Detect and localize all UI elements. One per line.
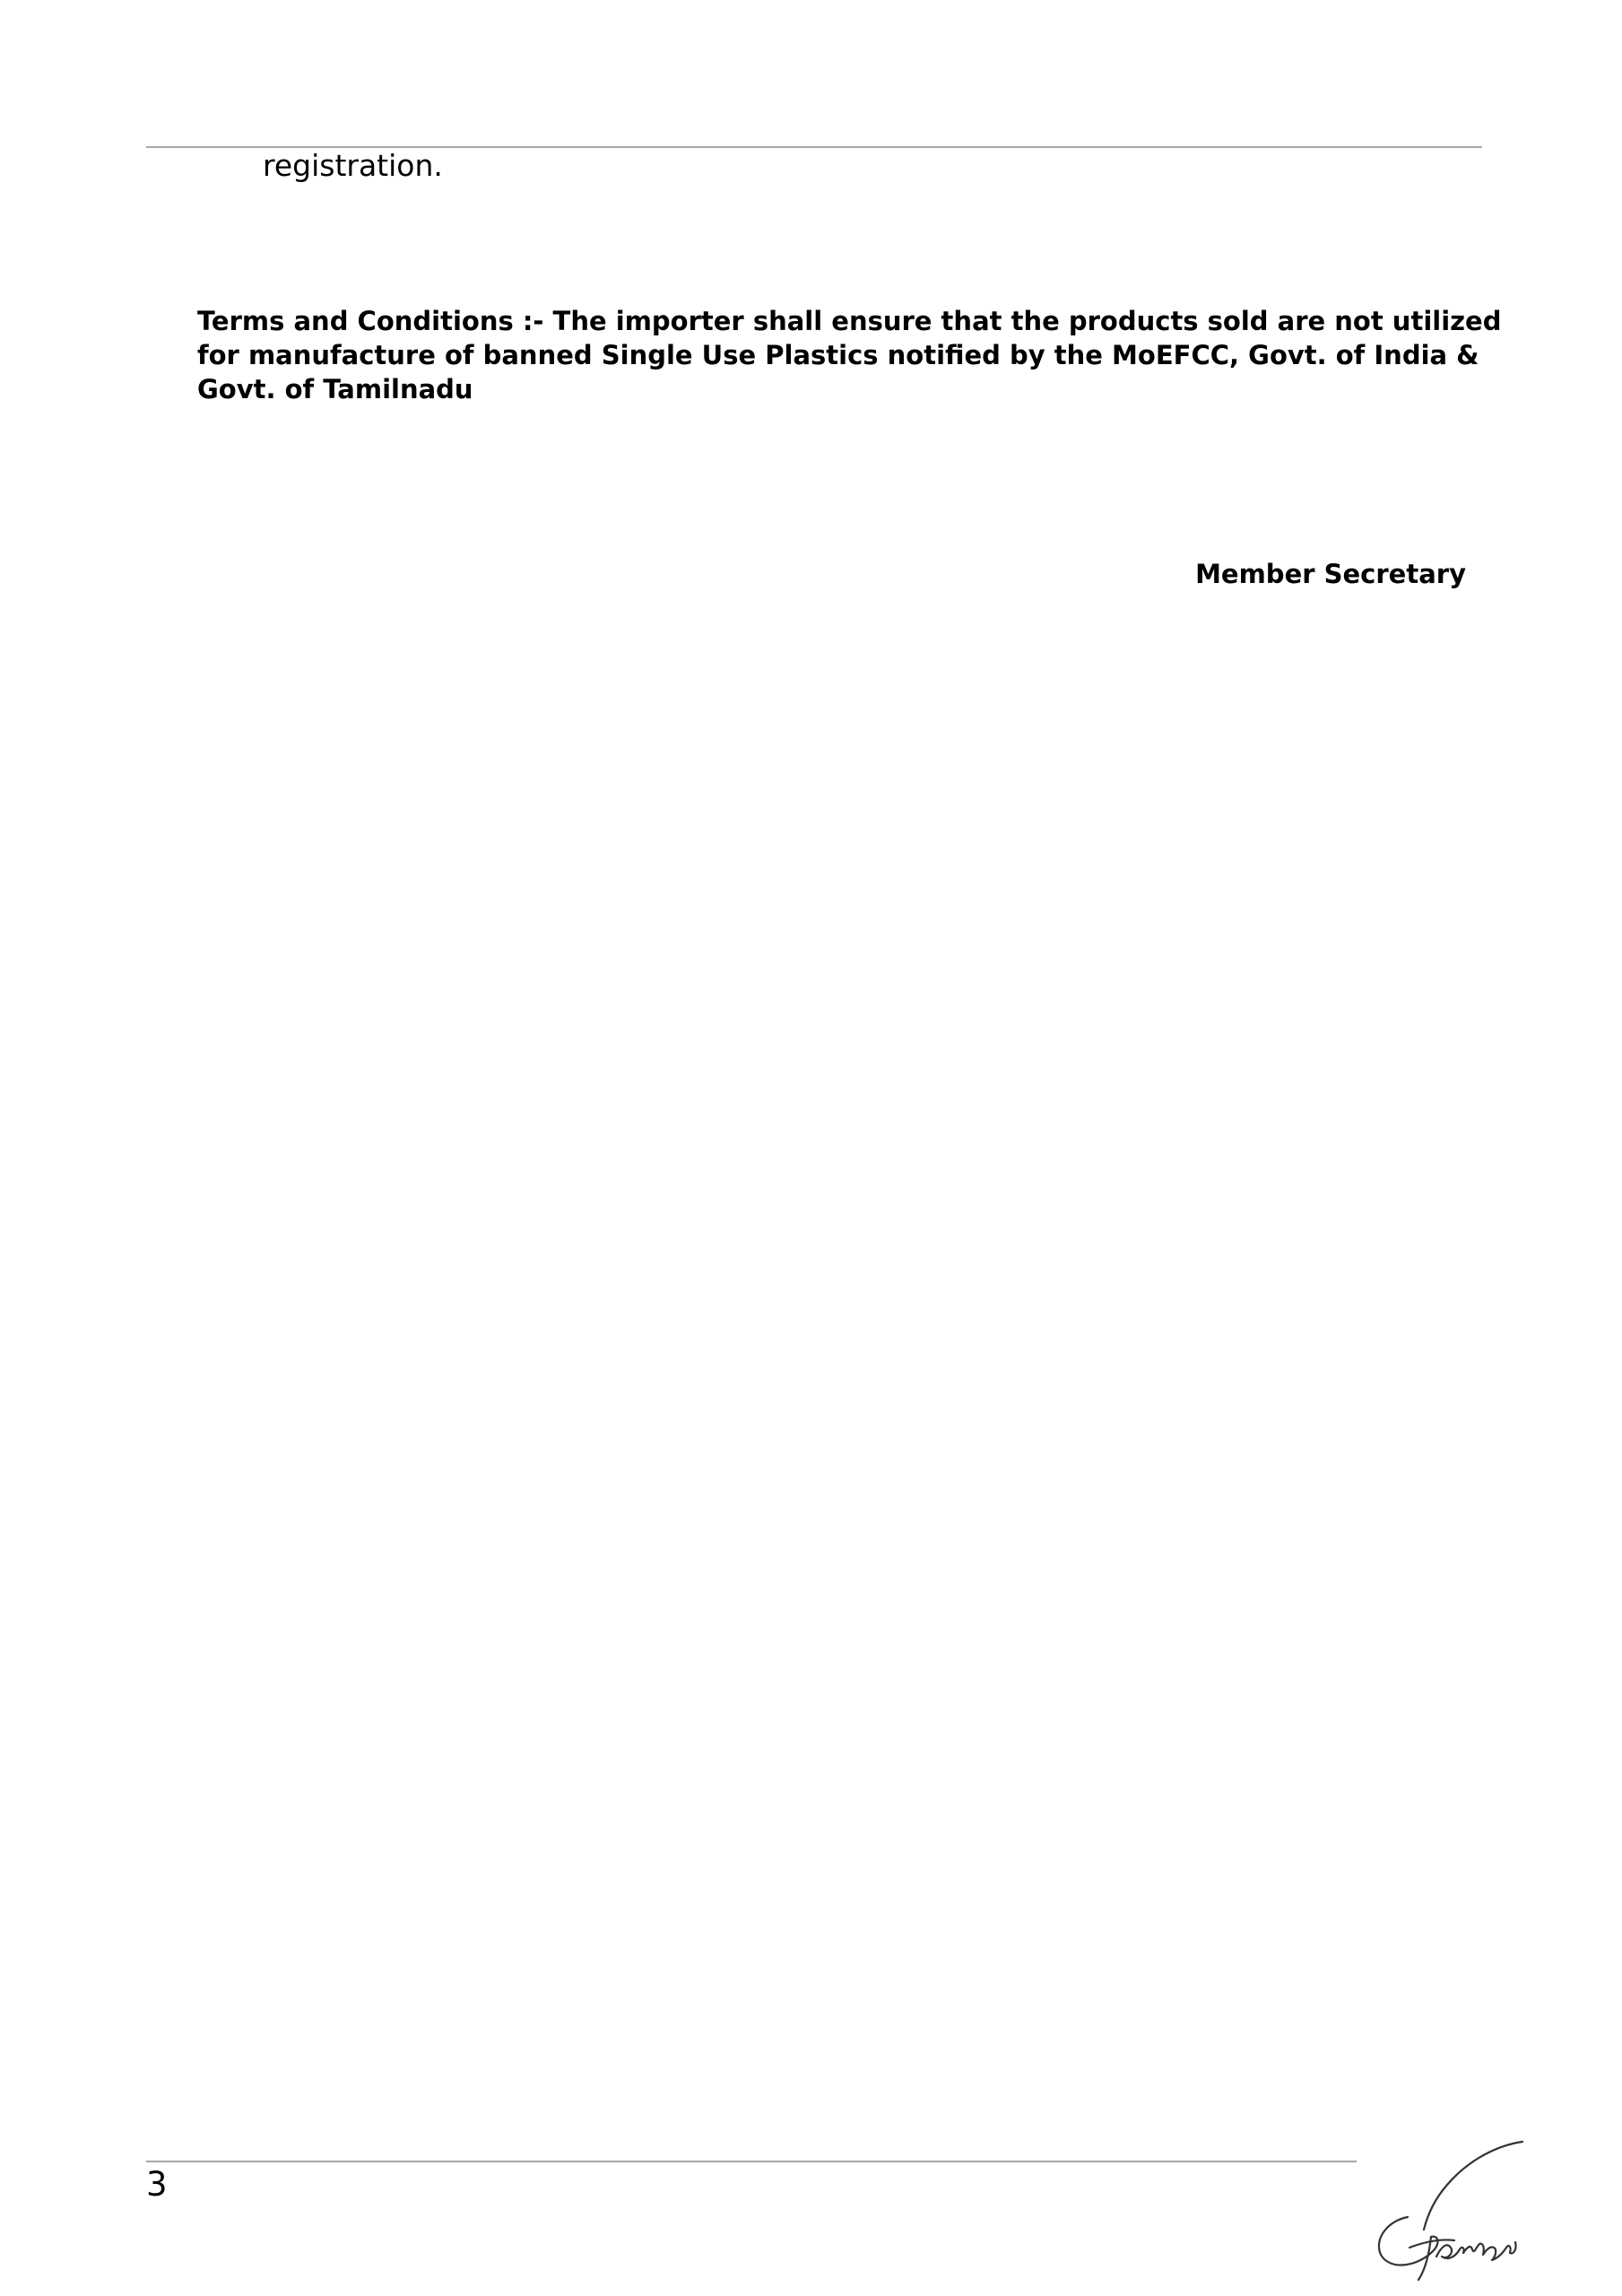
footer-rule <box>146 2161 1357 2162</box>
continuation-text: registration. <box>263 148 443 183</box>
handwritten-signature <box>1354 2135 1533 2287</box>
terms-and-conditions: Terms and Conditions :- The importer shall ensure that the products sold are not utilized for manufacture of banned Single Use Plastics notified by the MoEFCC, Govt. of India & Govt. of Tamilnadu <box>197 306 1502 404</box>
page-number: 3 <box>146 2165 168 2204</box>
signatory-title: Member Secretary <box>1195 559 1466 589</box>
